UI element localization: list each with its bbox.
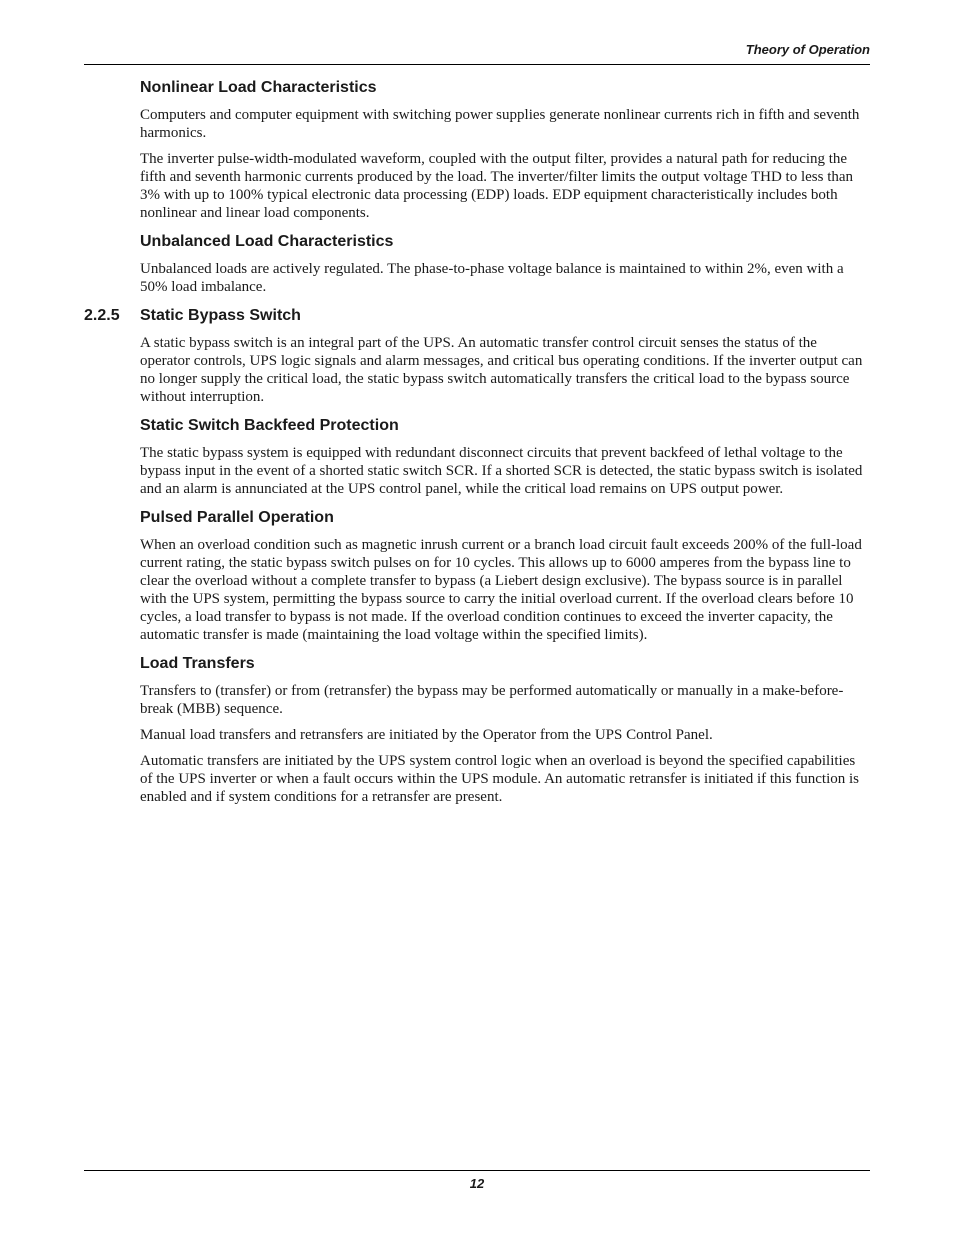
section-number: 2.2.5	[84, 307, 120, 324]
paragraph: A static bypass switch is an integral part of the UPS. An automatic transfer control circuit senses the status of the operator controls, UPS logic signals and alarm messages, and critical bus operating conditions. If the inverter output can no longer supply the critical load, the static bypass switch automatically transfers the critical load to the bypass source without interruption.	[140, 335, 863, 405]
heading-backfeed-protection: Static Switch Backfeed Protection	[140, 417, 399, 434]
paragraph: The static bypass system is equipped with redundant disconnect circuits that prevent backfeed of lethal voltage to the bypass input in the event of a shorted static switch SCR. If a shorted SCR is detected, the static bypass switch is isolated and an alarm is annunciated at the UPS control panel, while the critical load remains on UPS output power.	[140, 445, 863, 497]
paragraph: The inverter pulse-width-modulated waveform, coupled with the output filter, provides a natural path for reducing the fifth and seventh harmonic currents produced by the load. The inverter/filter limits the output voltage THD to less than 3% with up to 100% typical electronic data processing (EDP) loads. EDP equipment characteristically includes both nonlinear and linear load components.	[140, 151, 854, 221]
page-number: 12	[469, 1176, 485, 1191]
running-header: Theory of Operation	[745, 42, 870, 57]
paragraph: Transfers to (transfer) or from (retransfer) the bypass may be performed automatically or manually in a make-before-break (MBB) sequence.	[140, 683, 844, 717]
section-title: Static Bypass Switch	[140, 307, 301, 324]
header-rule	[84, 64, 870, 65]
heading-load-transfers: Load Transfers	[140, 655, 255, 672]
section-heading-static-bypass	[84, 306, 870, 326]
paragraph: Unbalanced loads are actively regulated. The phase-to-phase voltage balance is maintained to within 2%, even with a 50% load imbalance.	[140, 261, 844, 295]
heading-pulsed-parallel: Pulsed Parallel Operation	[140, 509, 334, 526]
paragraph: Automatic transfers are initiated by the UPS system control logic when an overload is beyond the specified capabilities of the UPS inverter or when a fault occurs within the UPS module. An automatic retransfer is initiated if this function is enabled and if system conditions for a retransfer are present.	[140, 753, 860, 805]
footer-rule	[84, 1170, 870, 1171]
paragraph: When an overload condition such as magnetic inrush current or a branch load circuit fault exceeds 200% of the full-load current rating, the static bypass switch pulses on for 10 cycles. This allows up to 6000 amperes from the bypass line to clear the overload without a complete transfer to bypass (a Liebert design exclusive). The bypass source is in parallel with the UPS system, permitting the bypass source to carry the initial overload current. If the overload clears before 10 cycles, a load transfer to bypass is not made. If the overload condition continues to exceed the inverter capacity, the automatic transfer is made (maintaining the load voltage within the specified limits).	[140, 537, 862, 643]
heading-unbalanced-load: Unbalanced Load Characteristics	[140, 233, 394, 250]
heading-nonlinear-load: Nonlinear Load Characteristics	[140, 79, 377, 96]
paragraph: Computers and computer equipment with switching power supplies generate nonlinear currents rich in fifth and seventh harmonics.	[140, 107, 860, 141]
page-body	[84, 78, 870, 814]
paragraph: Manual load transfers and retransfers are initiated by the Operator from the UPS Control Panel.	[140, 727, 713, 743]
